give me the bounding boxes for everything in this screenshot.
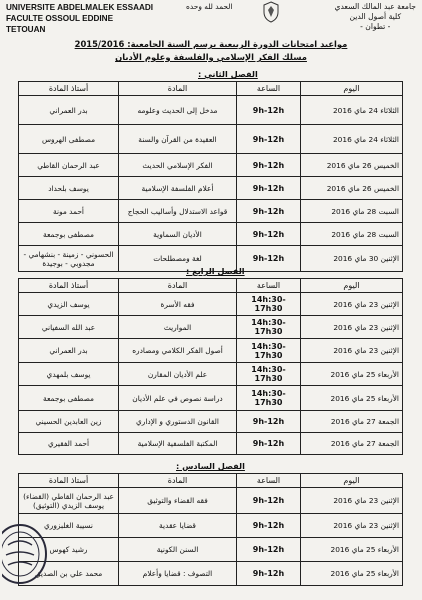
table-header-row	[19, 279, 403, 293]
exam-time: 9h-12h	[237, 177, 301, 200]
exam-time: 9h-12h	[237, 488, 301, 514]
table-row	[19, 562, 403, 586]
exam-day: الجمعة 27 ماي 2016	[301, 411, 403, 433]
table-row	[19, 96, 403, 125]
exam-subject: القانون الدستوري و الإداري	[119, 411, 237, 433]
col-header-subject: المادة	[119, 82, 237, 96]
table-header-row	[19, 82, 403, 96]
exam-day: الثلاثاء 24 ماي 2016	[301, 96, 403, 125]
exam-day: السبت 28 ماي 2016	[301, 200, 403, 223]
city-name-latin: TETOUAN	[6, 25, 46, 34]
exam-time: 9h-12h	[237, 514, 301, 538]
exam-day: الأربعاء 25 ماي 2016	[301, 386, 403, 411]
exam-professor: أحمد الفقيري	[19, 433, 119, 455]
exam-day: الإثنين 23 ماي 2016	[301, 488, 403, 514]
exam-time: 9h-12h	[237, 154, 301, 177]
exam-time: 9h-12h	[237, 223, 301, 246]
exam-subject: الفكر الإسلامي الحديث	[119, 154, 237, 177]
exam-time: 9h-12h	[237, 433, 301, 455]
exam-subject: التصوف : قضايا وأعلام	[119, 562, 237, 586]
university-crest-icon	[262, 1, 280, 23]
exam-day: الخميس 26 ماي 2016	[301, 154, 403, 177]
exam-professor: نسيبة الغلبزوري	[19, 514, 119, 538]
col-header-prof: أستاذ المادة	[19, 279, 119, 293]
exam-subject: مدخل إلى الحديث وعلومه	[119, 96, 237, 125]
exam-professor: عبد الرحمان القاطي	[19, 154, 119, 177]
exam-subject: السنن الكونية	[119, 538, 237, 562]
faculty-name-arabic: كلية أصول الدين	[349, 12, 402, 21]
exam-subject: المكتبة الفلسفية الإسلامية	[119, 433, 237, 455]
exam-day: الإثنين 23 ماي 2016	[301, 316, 403, 339]
exam-time: 9h-12h	[237, 96, 301, 125]
exam-time: 9h-12h	[237, 200, 301, 223]
col-header-day: اليوم	[301, 82, 403, 96]
semester-6-table	[18, 473, 403, 586]
invocation-text: الحمد لله وحده	[186, 2, 233, 11]
col-header-time: الساعة	[237, 474, 301, 488]
semester-6-heading: الفصل السادس :	[176, 461, 245, 471]
exam-subject: فقه القضاء والتوثيق	[119, 488, 237, 514]
col-header-time: الساعة	[237, 279, 301, 293]
exam-professor: زين العابدين الحسيني	[19, 411, 119, 433]
exam-day: الإثنين 30 ماي 2016	[301, 246, 403, 272]
exam-day: الأربعاء 25 ماي 2016	[301, 538, 403, 562]
table-row	[19, 293, 403, 316]
exam-subject: أصول الفكر الكلامي ومصادره	[119, 339, 237, 363]
exam-professor: مصطفى الهروس	[19, 125, 119, 154]
table-row	[19, 223, 403, 246]
university-header-arabic	[335, 2, 417, 32]
semester-2-table	[18, 81, 403, 272]
exam-day: الإثنين 23 ماي 2016	[301, 339, 403, 363]
exam-time: 14h:30-17h30	[237, 386, 301, 411]
exam-day: الثلاثاء 24 ماي 2016	[301, 125, 403, 154]
table-row	[19, 538, 403, 562]
table-row	[19, 433, 403, 455]
exam-subject: فقه الأسرة	[119, 293, 237, 316]
col-header-subject: المادة	[119, 474, 237, 488]
table-row	[19, 339, 403, 363]
exam-professor: يوسف الزيدي	[19, 293, 119, 316]
exam-day: الأربعاء 25 ماي 2016	[301, 363, 403, 386]
faculty-name-latin: FACULTE OSSOUL EDDINE	[6, 14, 114, 23]
exam-professor: الحسوني - زمينة - بنشهامي - مجدوبي - بوجيدة	[19, 246, 119, 272]
exam-professor: أحمد مونة	[19, 200, 119, 223]
exam-time: 9h-12h	[237, 411, 301, 433]
exam-day: الإثنين 23 ماي 2016	[301, 293, 403, 316]
exam-subject: العقيدة من القرآن والسنة	[119, 125, 237, 154]
exam-day: الإثنين 23 ماي 2016	[301, 514, 403, 538]
table-row	[19, 125, 403, 154]
university-name-latin: UNIVERSITE ABDELMALEK ESSAADI	[6, 3, 154, 12]
semester-2-heading: الفصل الثاني :	[198, 69, 258, 79]
col-header-subject: المادة	[119, 279, 237, 293]
exam-professor: مصطفى بوجمعة	[19, 386, 119, 411]
exam-subject: المواريث	[119, 316, 237, 339]
table-row	[19, 386, 403, 411]
exam-time: 14h:30-17h30	[237, 316, 301, 339]
exam-time: 14h:30-17h30	[237, 339, 301, 363]
exam-professor: مصطفى بوجمعة	[19, 223, 119, 246]
exam-professor: يوسف بلحداد	[19, 177, 119, 200]
exam-subject: لغة ومصطلحات	[119, 246, 237, 272]
exam-day: الأربعاء 25 ماي 2016	[301, 562, 403, 586]
table-row	[19, 488, 403, 514]
table-row	[19, 177, 403, 200]
exam-subject: علم الأديان المقارن	[119, 363, 237, 386]
university-name-arabic: جامعة عبد المالك السعدي	[334, 2, 416, 11]
exam-professor: محمد علي بن الصديق	[19, 562, 119, 586]
city-name-arabic: - تطوان -	[360, 22, 391, 31]
col-header-time: الساعة	[237, 82, 301, 96]
table-row	[19, 316, 403, 339]
exam-time: 14h:30-17h30	[237, 293, 301, 316]
exam-subject: أعلام الفلسفة الإسلامية	[119, 177, 237, 200]
col-header-prof: أستاذ المادة	[19, 82, 119, 96]
col-header-day: اليوم	[301, 279, 403, 293]
faculty-stamp-icon	[2, 523, 48, 585]
exam-professor: عبد الرحمان القاطي (القضاء) يوسف الزيدي (التوثيق)	[19, 488, 119, 514]
document-subtitle: مسلك الفكر الإسلامي والفلسفة وعلوم الأديان	[115, 52, 307, 62]
exam-professor: رشيد كهوس	[19, 538, 119, 562]
exam-professor: بدر العمراني	[19, 96, 119, 125]
table-row	[19, 514, 403, 538]
table-row	[19, 154, 403, 177]
table-row	[19, 363, 403, 386]
exam-time: 9h-12h	[237, 125, 301, 154]
exam-time: 9h-12h	[237, 246, 301, 272]
table-header-row	[19, 474, 403, 488]
exam-time: 9h-12h	[237, 562, 301, 586]
exam-day: الجمعة 27 ماي 2016	[301, 433, 403, 455]
col-header-prof: أستاذ المادة	[19, 474, 119, 488]
exam-time: 14h:30-17h30	[237, 363, 301, 386]
exam-subject: قضايا عقدية	[119, 514, 237, 538]
exam-professor: يوسف بلمهدي	[19, 363, 119, 386]
exam-subject: دراسة نصوص في علم الأديان	[119, 386, 237, 411]
col-header-day: اليوم	[301, 474, 403, 488]
document-title: مواعيد امتحانات الدورة الربيعية برسم السنة الجامعية: 2015/2016	[74, 39, 348, 49]
exam-subject: الأديان السماوية	[119, 223, 237, 246]
exam-professor: عبد الله السفياني	[19, 316, 119, 339]
university-header-latin	[6, 2, 153, 35]
exam-day: الخميس 26 ماي 2016	[301, 177, 403, 200]
exam-subject: قواعد الاستدلال وأساليب الحجاج	[119, 200, 237, 223]
semester-4-table	[18, 278, 403, 455]
table-row	[19, 411, 403, 433]
semester-4-heading: الفصل الرابع :	[186, 266, 245, 276]
table-row	[19, 200, 403, 223]
exam-time: 9h-12h	[237, 538, 301, 562]
exam-professor: بدر العمراني	[19, 339, 119, 363]
exam-day: السبت 28 ماي 2016	[301, 223, 403, 246]
